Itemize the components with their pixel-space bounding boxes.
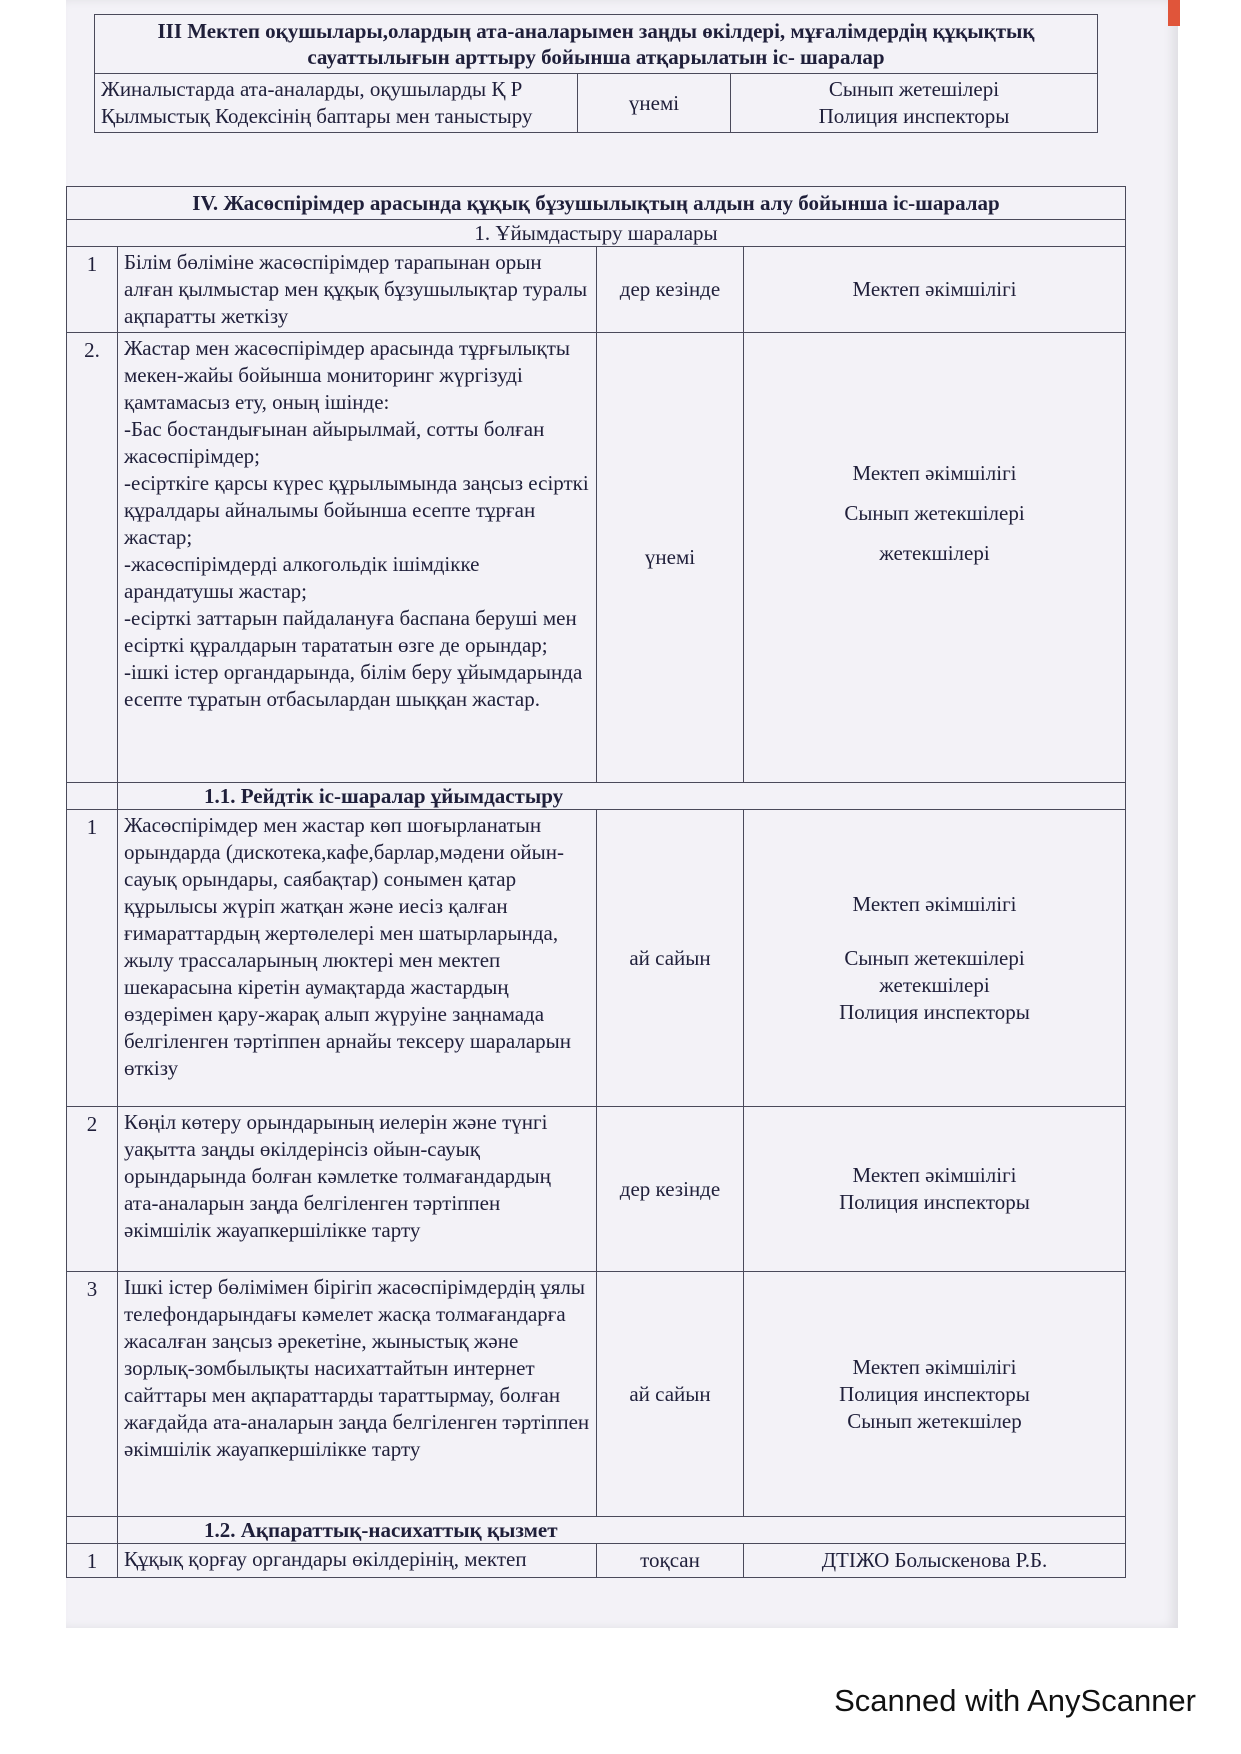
section4-subheading-1-1: 1.1. Рейдтік іс-шаралар ұйымдастыру (204, 784, 564, 808)
row-event: Құқық қорғау органдары өкілдерінің, мектеп (118, 1544, 597, 1578)
row-responsible: Мектеп әкімшілігі Сынып жетекшілері жетекшілері (744, 333, 1126, 783)
row-number: 3 (67, 1272, 118, 1517)
background-edge (1168, 0, 1180, 26)
row-event: Жасөспірімдер мен жастар көп шоғырланатын орындарда (дискотека,кафе,барлар,мәдени ойын-сауық орындары, саябақтар) сонымен қатар құрылысы жүріп жатқан және иесіз қалған ғимараттардың жертөлелері мен шатырларында, жылу трассаларының люктері мен мектеп шекарасына кіретін аумақтарда жастардың өздерімен қару-жарақ алып жүруіне заңнамада белгіленген тәртіппен арнайы тексеру шараларын өткізу (118, 810, 597, 1107)
row-event: Ішкі істер бөлімімен бірігіп жасөспірімдердің ұялы телефондарындағы кәмелет жасқа толмағандарға жасалған заңсыз әрекетіне, жыныстық және зорлық-зомбылықты насихаттайтын интернет сайттары мен ақпараттарды тараттырмау, болған жағдайда ата-аналарын заңда белгіленген тәртіппен әкімшілік жауапкершілікке тарту (118, 1272, 597, 1517)
row-period: ай сайын (597, 810, 744, 1107)
row-period: үнемі (597, 333, 744, 783)
row-number: 1 (67, 247, 118, 333)
section4-subheading-1-2: 1.2. Ақпараттық-насихаттық қызмет (204, 1518, 558, 1542)
table-row (67, 1107, 1126, 1272)
section4-table (66, 186, 1126, 1578)
row-event: Көңіл көтеру орындарының иелерін және түнгі уақытта заңды өкілдерінсіз ойын-сауық орындарында болған кәмлетке толмағандардың ата-аналарын заңда белгіленген тәртіппен әкімшілік жауапкершілікке тарту (118, 1107, 597, 1272)
row-number: 1 (67, 1544, 118, 1578)
table-row (67, 333, 1126, 783)
row-event: Жастар мен жасөспірімдер арасында тұрғылықты мекен-жайы бойынша мониторинг жүргізуді қамтамасыз ету, оның ішінде: -Бас бостандығынан айырылмай, сотты болған жасөспірімдер; -есірткіге қарсы күрес құрылымында заңсыз есірткі құралдары айналымы бойынша есепте тұрған жастар; -жасөспірімдерді алкогольдік ішімдікке арандатушы жастар; -есірткі заттарын пайдалануға баспана беруші мен есірткі құралдарын тарататын өзге де орындар; -ішкі істер органдарында, білім беру ұйымдарында есепте тұратын отбасылардан шыққан жастар. (118, 333, 597, 783)
row-responsible: Мектеп әкімшілігі (744, 247, 1126, 333)
scanner-watermark: Scanned with AnyScanner (834, 1683, 1196, 1718)
row-number: 2. (67, 333, 118, 783)
row-responsible: ДТІЖО Болыскенова Р.Б. (744, 1544, 1126, 1578)
row-responsible: Мектеп әкімшілігі Полиция инспекторы Сынып жетекшілер (744, 1272, 1126, 1517)
row-period: дер кезінде (597, 1107, 744, 1272)
table-row (67, 247, 1126, 333)
table-row (67, 1544, 1126, 1578)
table-row (67, 810, 1126, 1107)
row-event: Білім бөліміне жасөспірімдер тарапынан орын алған қылмыстар мен құқық бұзушылықтар туралы ақпаратты жеткізу (118, 247, 597, 333)
row-number: 1 (67, 810, 118, 1107)
row-period: ай сайын (597, 1272, 744, 1517)
row-period: тоқсан (597, 1544, 744, 1578)
section3-period: үнемі (578, 74, 731, 133)
row-period: дер кезінде (597, 247, 744, 333)
section3-responsible: Сынып жетешілері Полиция инспекторы (731, 74, 1098, 133)
section3-title: III Мектеп оқушылары,олардың ата-аналарымен заңды өкілдері, мұғалімдердің құқықтық сауаттылығын арттыру бойынша атқарылатын іс- шаралар (95, 15, 1098, 74)
section3-event: Жиналыстарда ата-аналарды, оқушыларды Қ Р Қылмыстық Кодексінің баптары мен таныстыру (95, 74, 578, 133)
row-responsible: Мектеп әкімшілігі Полиция инспекторы (744, 1107, 1126, 1272)
section3-table (94, 14, 1098, 133)
table-row (67, 1272, 1126, 1517)
row-number: 2 (67, 1107, 118, 1272)
row-responsible: Мектеп әкімшілігі Сынып жетекшілері жетекшілері Полиция инспекторы (744, 810, 1126, 1107)
section4-title: IV. Жасөспірімдер арасында құқық бұзушылықтың алдын алу бойынша іс-шаралар (67, 187, 1126, 220)
section4-subheading-1: 1. Ұйымдастыру шаралары (67, 220, 1126, 247)
